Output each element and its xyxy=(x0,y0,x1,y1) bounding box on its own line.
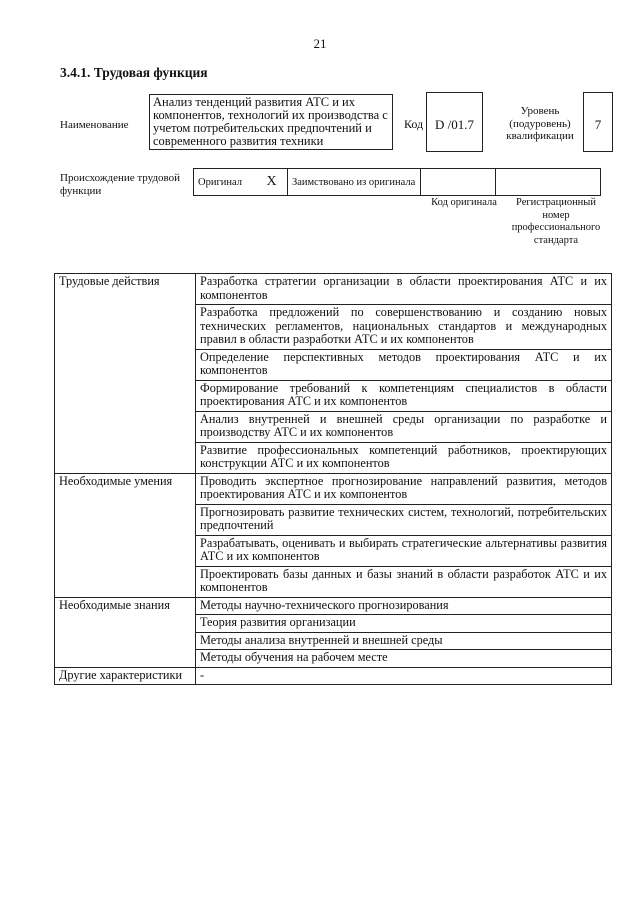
code-caption: Код оригинала xyxy=(431,197,497,208)
list-item: Анализ внутренней и внешней среды организации по разработке и производству АТС и их компонентов xyxy=(196,411,612,442)
origin-label: Происхождение трудовой функции xyxy=(60,172,181,197)
level-box: 7 xyxy=(583,92,613,152)
function-table xyxy=(54,273,612,685)
origin-table xyxy=(193,168,601,196)
code-label: Код xyxy=(404,117,424,131)
category-skills: Необходимые умения xyxy=(55,473,196,597)
list-item: Разрабатывать, оценивать и выбирать стратегические альтернативы развития АТС и их компонентов xyxy=(196,535,612,566)
table-row xyxy=(55,473,612,504)
other-value: - xyxy=(196,667,612,685)
borrowed-label: Заимствовано из оригинала xyxy=(288,169,421,196)
list-item: Методы анализа внутренней и внешней среды xyxy=(196,632,612,650)
list-item: Проводить экспертное прогнозирование направлений развития, методов проектирования АТС и их компонентов xyxy=(196,473,612,504)
list-item: Определение перспективных методов проектирования АТС и их компонентов xyxy=(196,349,612,380)
table-row xyxy=(55,667,612,685)
category-knowledge: Необходимые знания xyxy=(55,597,196,667)
original-label: Оригинал xyxy=(194,169,257,196)
level-label: Уровень (подуровень) квалификации xyxy=(506,105,574,142)
reg-caption: Регистрационный номер профессионального стандарта xyxy=(511,197,601,246)
list-item: Разработка стратегии организации в области проектирования АТС и их компонентов xyxy=(196,274,612,305)
list-item: Методы научно-технического прогнозирования xyxy=(196,597,612,615)
original-mark: X xyxy=(256,169,288,196)
list-item: Прогнозировать развитие технических систем, технологий, потребительских предпочтений xyxy=(196,504,612,535)
list-item: Проектировать базы данных и базы знаний в области разработок АТС и их компонентов xyxy=(196,566,612,597)
list-item: Методы обучения на рабочем месте xyxy=(196,650,612,668)
category-labor-actions: Трудовые действия xyxy=(55,274,196,474)
code-box: D /01.7 xyxy=(426,92,483,152)
original-code-cell xyxy=(421,169,496,196)
table-row xyxy=(55,274,612,305)
section-title: 3.4.1. Трудовая функция xyxy=(60,65,208,80)
function-name-box: Анализ тенденций развития АТС и их компонентов, технологий их производства с учетом потребительских предпочтений и современного развития техники xyxy=(149,94,393,150)
list-item: Развитие профессиональных компетенций работников, проектирующих конструкции АТС и их компонентов xyxy=(196,442,612,473)
reg-number-cell xyxy=(496,169,601,196)
category-other: Другие характеристики xyxy=(55,667,196,685)
list-item: Теория развития организации xyxy=(196,615,612,633)
table-row xyxy=(55,597,612,615)
list-item: Разработка предложений по совершенствованию и созданию новых технических регламентов, национальных стандартов и международных правил в области разработки АТС и их компонентов xyxy=(196,305,612,350)
origin-row xyxy=(193,168,601,196)
name-label: Наименование xyxy=(60,119,129,131)
page-number: 21 xyxy=(313,36,327,51)
list-item: Формирование требований к компетенциям специалистов в области проектирования АТС и их компонентов xyxy=(196,380,612,411)
